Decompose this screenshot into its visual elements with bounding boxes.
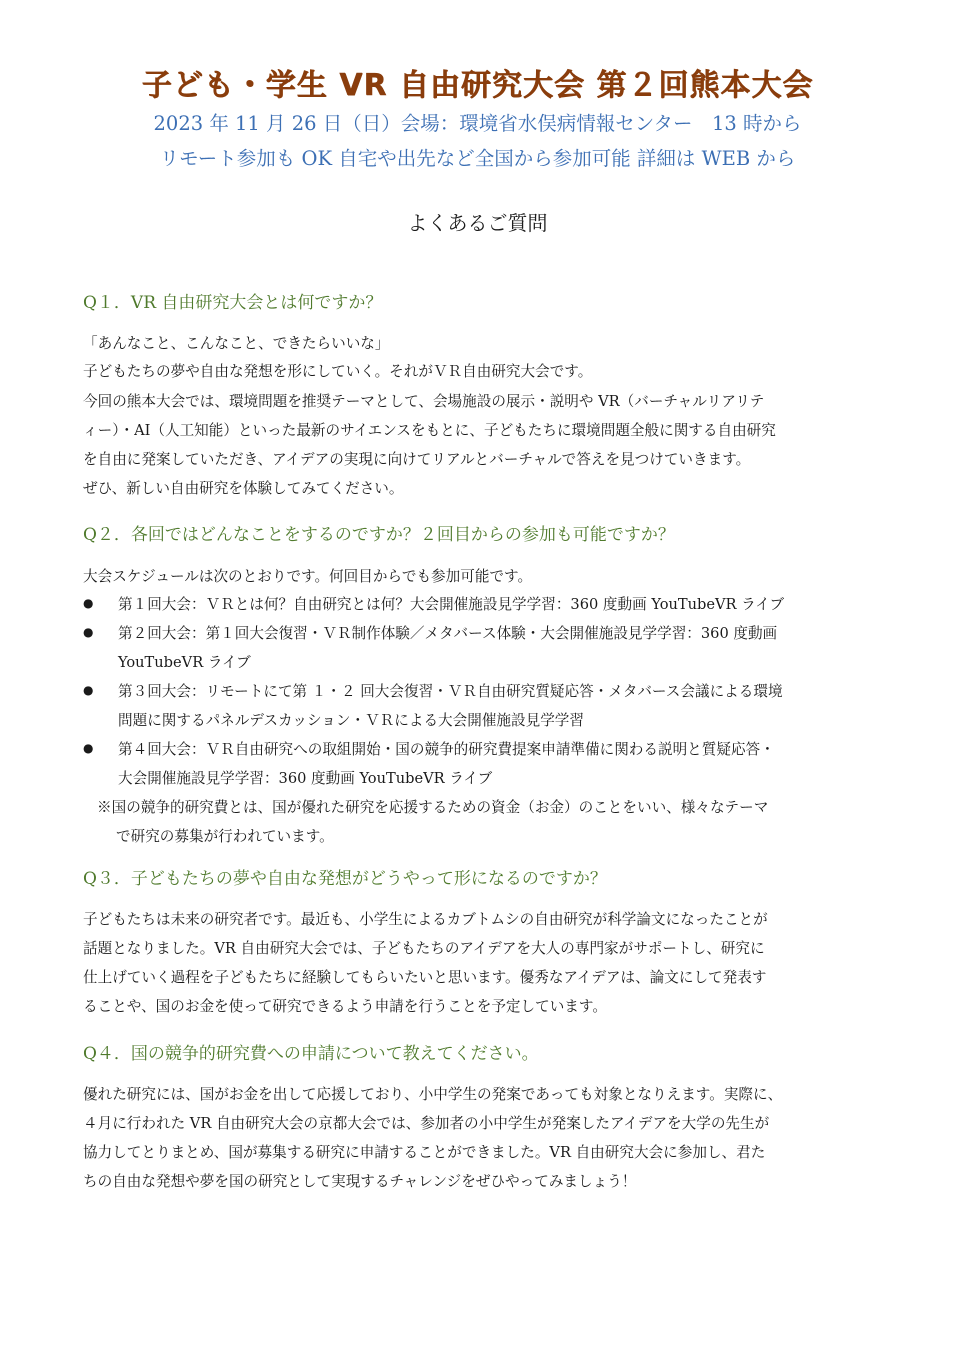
answer-1-line: 今回の熊本大会では、環境問題を推奨テーマとして、会場施設の展示・説明や VR（バーチャルリアリテ bbox=[83, 393, 765, 410]
research-funding-note-cont: で研究の募集が行われています。 bbox=[116, 828, 334, 845]
answer-1-line: を自由に発案していただき、アイデアの実現に向けてリアルとバーチャルで答えを見つけていきます。 bbox=[83, 451, 751, 468]
question-1: Q１．VR 自由研究大会とは何ですか？ bbox=[83, 293, 383, 313]
answer-3-line: 話題となりました。VR 自由研究大会では、子どもたちのアイデアを大人の専門家がサポートし、研究に bbox=[83, 940, 765, 957]
answer-4-line: ちの自由な発想や夢を国の研究として実現するチャレンジをぜひやってみましょう！ bbox=[83, 1173, 637, 1190]
schedule-item-2: 第２回大会：第１回大会復習・ＶＲ制作体験／メタバース体験・大会開催施設見学学習：360 度動画 bbox=[118, 625, 778, 642]
question-3: Q３．子どもたちの夢や自由な発想がどうやって形になるのですか？ bbox=[83, 869, 607, 889]
event-date-venue: 2023 年 11 月 26 日（日）会場：環境省水俣病情報センター 13 時から bbox=[153, 112, 802, 135]
schedule-item-3: 第３回大会：リモートにて第 １・２ 回大会復習・ＶＲ自由研究質疑応答・メタバース会議による環境 bbox=[118, 683, 783, 700]
schedule-item-2-cont: YouTubeVR ライブ bbox=[118, 654, 251, 671]
answer-4-line: ４月に行われた VR 自由研究大会の京都大会では、参加者の小中学生が発案したアイデアを大学の先生が bbox=[83, 1115, 770, 1132]
faq-heading: よくあるご質問 bbox=[407, 211, 548, 235]
answer-4-line: 協力してとりまとめ、国が募集する研究に申請することができました。VR 自由研究大会に参加し、君た bbox=[83, 1144, 766, 1161]
answer-1-line: 子どもたちの夢や自由な発想を形にしていく。それがＶＲ自由研究大会です。 bbox=[83, 363, 593, 380]
schedule-item-1: 第１回大会：ＶＲとは何？自由研究とは何？大会開催施設見学学習：360 度動画 YouTubeVR ライブ bbox=[118, 596, 785, 613]
answer-1-line: ィー）・AI（人工知能）といった最新のサイエンスをもとに、子どもたちに環境問題全般に関する自由研究 bbox=[83, 422, 776, 439]
event-remote-info: リモート参加も OK 自宅や出先など全国から参加可能 詳細は WEB から bbox=[159, 147, 796, 170]
schedule-item-4: 第４回大会：ＶＲ自由研究への取組開始・国の競争的研究費提案申請準備に関わる説明と質疑応答・ bbox=[118, 741, 775, 758]
question-4: Q４．国の競争的研究費への申請について教えてください。 bbox=[83, 1044, 539, 1064]
bullet-icon: ● bbox=[83, 596, 94, 610]
answer-1-line: 「あんなこと、こんなこと、できたらいいな」 bbox=[83, 335, 390, 352]
answer-4-line: 優れた研究には、国がお金を出して応援しており、小中学生の発案であっても対象となりえます。実際に、 bbox=[83, 1086, 783, 1103]
answer-2-intro: 大会スケジュールは次のとおりです。何回目からでも参加可能です。 bbox=[83, 568, 533, 585]
answer-1-line: ぜひ、新しい自由研究を体験してみてください。 bbox=[83, 480, 404, 497]
bullet-icon: ● bbox=[83, 741, 94, 755]
bullet-icon: ● bbox=[83, 683, 94, 697]
research-funding-note: ※国の競争的研究費とは、国が優れた研究を応援するための資金（お金）のことをいい、様々なテーマ bbox=[97, 799, 769, 816]
answer-3-line: ることや、国のお金を使って研究できるよう申請を行うことを予定しています。 bbox=[83, 998, 607, 1015]
bullet-icon: ● bbox=[83, 625, 94, 639]
answer-3-line: 子どもたちは未来の研究者です。最近も、小学生によるカブトムシの自由研究が科学論文になったことが bbox=[83, 911, 768, 928]
schedule-item-4-cont: 大会開催施設見学学習：360 度動画 YouTubeVR ライブ bbox=[118, 770, 493, 787]
answer-3-line: 仕上げていく過程を子どもたちに経験してもらいたいと思います。優秀なアイデアは、論文にして発表す bbox=[83, 969, 767, 986]
question-2: Q２．各回ではどんなことをするのですか？２回目からの参加も可能ですか？ bbox=[83, 525, 675, 545]
event-title: 子ども・学生 VR 自由研究大会 第２回熊本大会 bbox=[141, 68, 814, 103]
schedule-item-3-cont: 問題に関するパネルデスカッション・ＶＲによる大会開催施設見学学習 bbox=[118, 712, 584, 729]
